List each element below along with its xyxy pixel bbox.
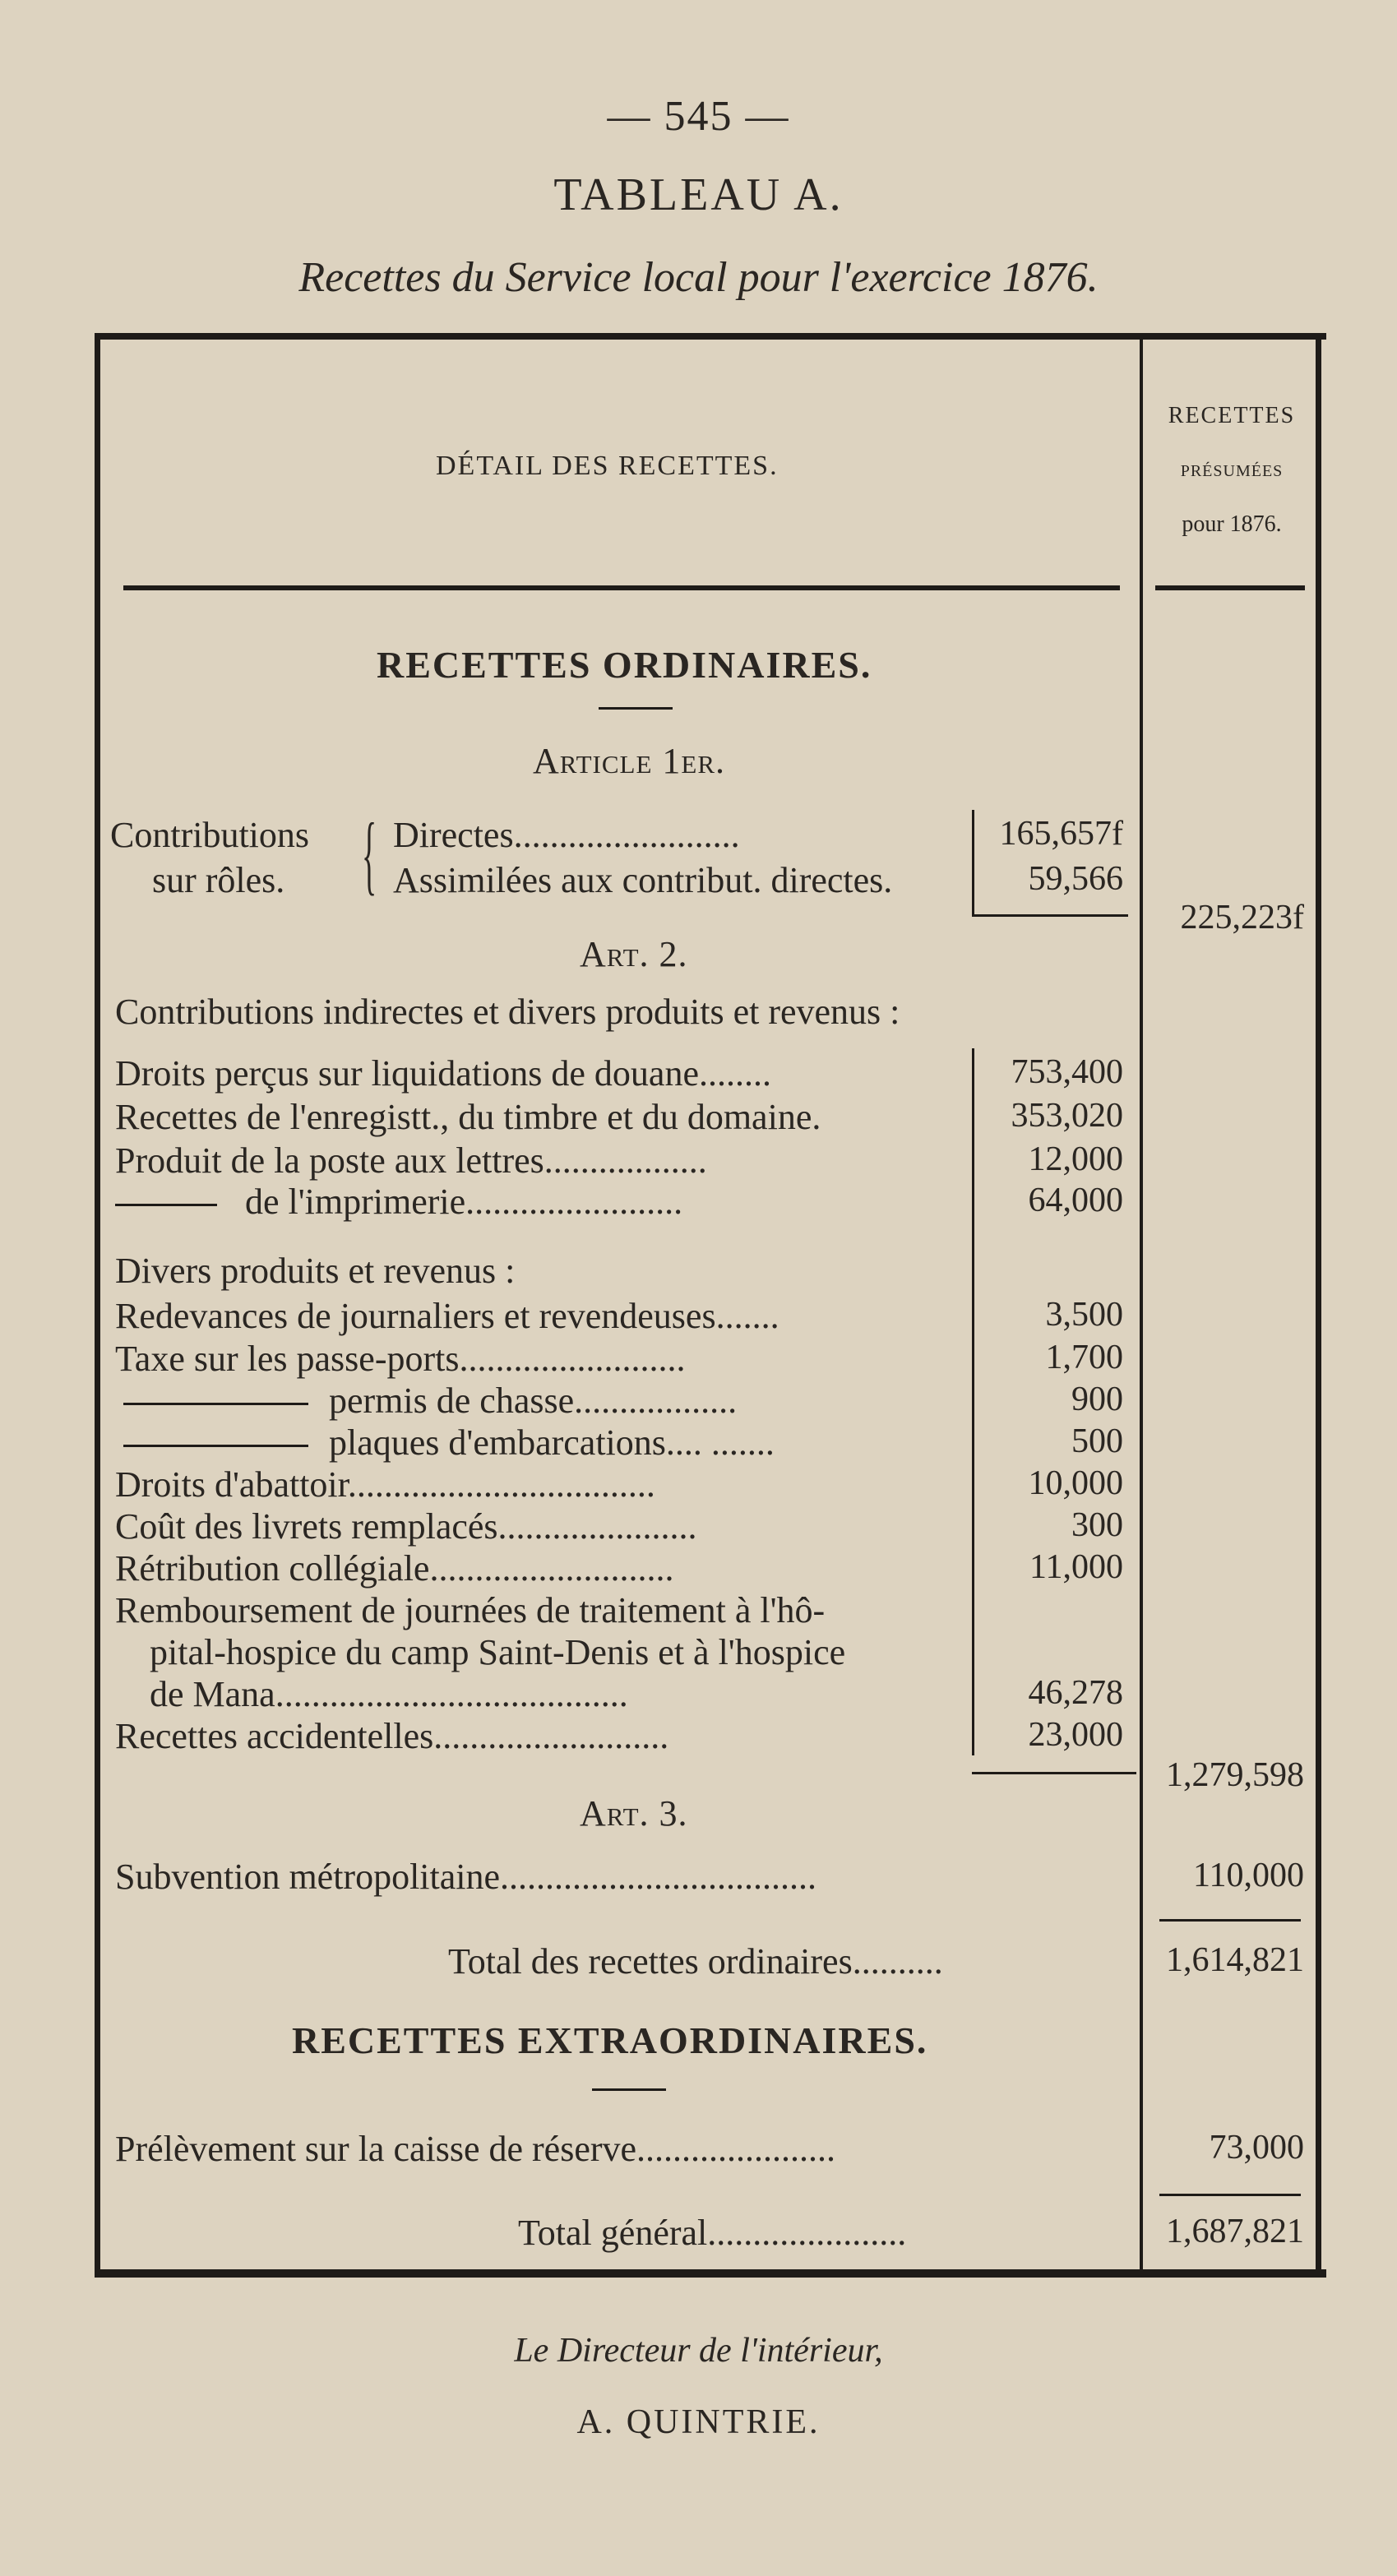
article-2-title: Art. 2. (580, 934, 688, 974)
total-general-label: Total général...................... (518, 2213, 907, 2253)
signature-name: A. QUINTRIE. (576, 2403, 821, 2441)
divers-title: Divers produits et revenus : (115, 1251, 516, 1291)
divers-value-chasse: 900 (1071, 1380, 1123, 1418)
divers-value-redevances: 3,500 (1045, 1296, 1123, 1334)
page-number: — 545 — (607, 93, 790, 140)
accidentelles-row: Recettes accidentelles.......................... (115, 1716, 669, 1756)
art2-value-poste: 12,000 (1028, 1140, 1123, 1178)
total-ordinaires-value: 1,614,821 (1166, 1941, 1304, 1979)
prelevement-value: 73,000 (1209, 2129, 1304, 2167)
column-header-presumees: PRÉSUMÉES (1180, 462, 1284, 480)
art2-value-enregistrement: 353,020 (1011, 1097, 1123, 1135)
divers-row-chasse: permis de chasse.................. (329, 1380, 738, 1421)
art2-row-enregistrement: Recettes de l'enregistt., du timbre et du domaine. (115, 1097, 821, 1137)
art1-value-assimilees: 59,566 (1028, 860, 1123, 898)
subvention-row: Subvention métropolitaine................................... (115, 1857, 817, 1897)
divers-row-abattoir: Droits d'abattoir.................................. (115, 1464, 655, 1505)
table-title: TABLEAU A. (553, 169, 844, 220)
art1-label-line2: sur rôles. (152, 860, 285, 900)
divers-row-embarcations: plaques d'embarcations.... ....... (329, 1422, 775, 1463)
art2-total: 1,279,598 (1166, 1756, 1304, 1794)
accidentelles-value: 23,000 (1028, 1716, 1123, 1754)
art2-value-imprimerie: 64,000 (1028, 1182, 1123, 1219)
remboursement-line1: Remboursement de journées de traitement à l'hô- (115, 1590, 826, 1630)
remboursement-value: 46,278 (1028, 1674, 1123, 1712)
column-header-recettes: RECETTES (1168, 403, 1296, 428)
column-header-detail: DÉTAIL DES RECETTES. (436, 451, 779, 481)
remboursement-line2: pital-hospice du camp Saint-Denis et à l'hospice (150, 1632, 846, 1672)
signature-role: Le Directeur de l'intérieur, (514, 2332, 883, 2370)
divers-value-collegiale: 11,000 (1029, 1548, 1123, 1586)
divers-value-abattoir: 10,000 (1028, 1464, 1123, 1502)
prelevement-row: Prélèvement sur la caisse de réserve...................... (115, 2129, 836, 2169)
art1-total: 225,223f (1180, 899, 1304, 937)
art1-row-assimilees: Assimilées aux contribut. directes. (393, 860, 893, 900)
art2-intro: Contributions indirectes et divers produits et revenus : (115, 992, 900, 1032)
total-general-value: 1,687,821 (1166, 2213, 1304, 2250)
art1-label-line1: Contributions (110, 815, 310, 855)
art1-row-directes: Directes......................... (393, 815, 740, 855)
table-subtitle: Recettes du Service local pour l'exercice 1876. (298, 254, 1099, 301)
brace-icon: { (362, 806, 377, 904)
divers-row-collegiale: Rétribution collégiale........................... (115, 1548, 674, 1589)
article-1-title: Article 1er. (533, 741, 726, 781)
art1-value-directes: 165,657f (999, 815, 1123, 853)
divers-value-livrets: 300 (1071, 1506, 1123, 1544)
total-ordinaires-label: Total des recettes ordinaires.......... (448, 1941, 943, 1982)
article-3-title: Art. 3. (580, 1793, 688, 1834)
section-heading-ordinaires: RECETTES ORDINAIRES. (377, 644, 872, 686)
art2-row-poste: Produit de la poste aux lettres.................. (115, 1140, 707, 1181)
divers-row-passeports: Taxe sur les passe-ports......................... (115, 1339, 686, 1379)
section-heading-extraordinaires: RECETTES EXTRAORDINAIRES. (292, 2019, 928, 2061)
divers-value-embarcations: 500 (1071, 1422, 1123, 1460)
art2-value-douane: 753,400 (1011, 1053, 1123, 1091)
divers-row-redevances: Redevances de journaliers et revendeuses....... (115, 1296, 779, 1336)
divers-row-livrets: Coût des livrets remplacés...................... (115, 1506, 697, 1547)
art2-row-imprimerie: de l'imprimerie........................ (245, 1182, 683, 1222)
divers-value-passeports: 1,700 (1045, 1339, 1123, 1376)
remboursement-line3: de Mana....................................... (150, 1674, 628, 1714)
subvention-value: 110,000 (1193, 1857, 1304, 1894)
column-header-year: pour 1876. (1182, 511, 1282, 537)
art2-row-douane: Droits perçus sur liquidations de douane........ (115, 1053, 771, 1094)
